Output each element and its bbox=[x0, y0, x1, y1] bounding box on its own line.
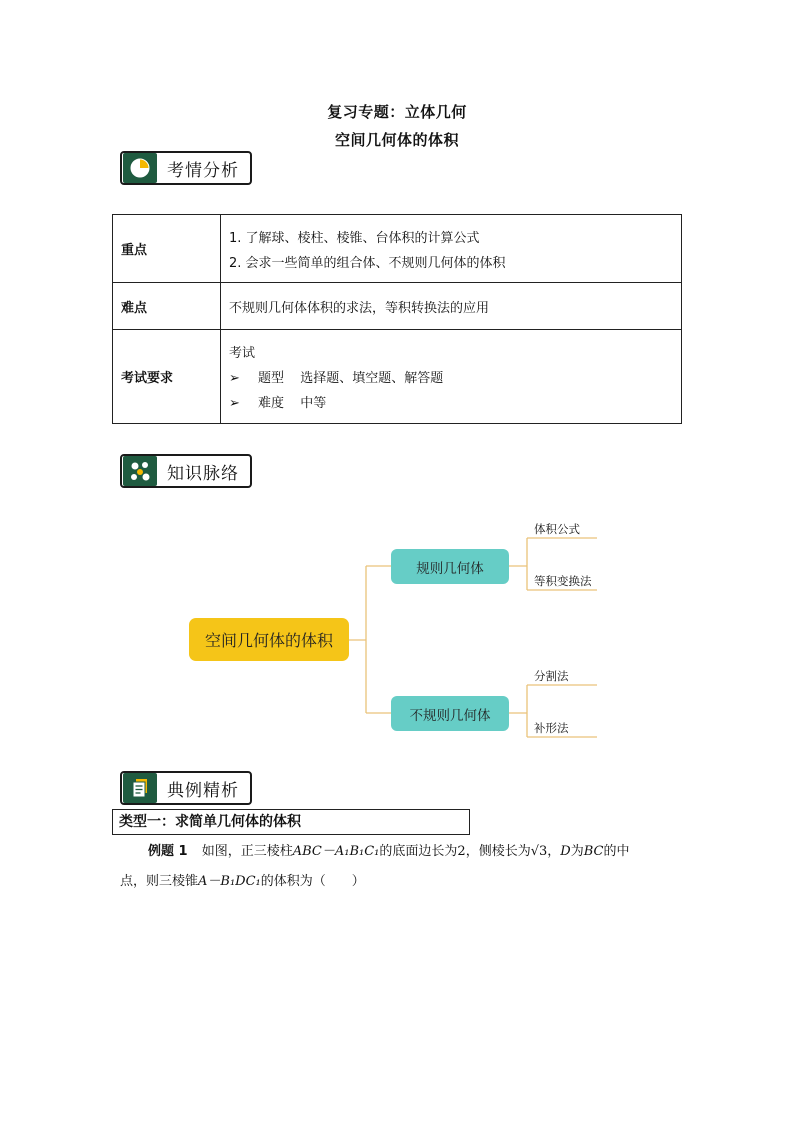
mindmap-branch-irregular: 不规则几何体 bbox=[391, 696, 509, 731]
key-line-2: 2. 会求一些简单的组合体、不规则几何体的体积 bbox=[229, 255, 506, 271]
key-label: 重点 bbox=[113, 215, 221, 283]
bullet-arrow-icon: ➢ bbox=[229, 371, 240, 386]
math-pyramid: A－B₁DC₁ bbox=[198, 874, 261, 889]
example-text: 的体积为（ ） bbox=[260, 874, 365, 889]
math-edge-bc: BC bbox=[583, 844, 604, 859]
document-icon bbox=[123, 773, 157, 803]
difficult-label: 难点 bbox=[113, 283, 221, 330]
example-text: 的中 bbox=[603, 844, 630, 859]
mindmap-leaf-volume-formula: 体积公式 bbox=[534, 522, 580, 536]
math-point-d: D bbox=[560, 844, 571, 859]
example-label: 例题 1 bbox=[148, 844, 188, 859]
math-prism: ABC－A₁B₁C₁ bbox=[292, 844, 380, 859]
example-text: 为 bbox=[570, 844, 584, 859]
example-text: 点，则三棱锥 bbox=[120, 874, 199, 889]
type-title: 类型一：求简单几何体的体积 bbox=[112, 809, 470, 835]
mindmap-leaf-complement: 补形法 bbox=[534, 721, 569, 735]
section-header-examples bbox=[120, 771, 252, 805]
math-base-length: 2 bbox=[457, 844, 466, 859]
bullet-arrow-icon: ➢ bbox=[229, 396, 240, 411]
example-text: ，侧棱长为 bbox=[465, 844, 531, 859]
document-title: 复习专题：立体几何 bbox=[327, 103, 467, 121]
mindmap-leaf-equal-volume: 等积变换法 bbox=[534, 574, 592, 588]
mindmap-branch-regular: 规则几何体 bbox=[391, 549, 509, 584]
exam-item-name: 难度 bbox=[258, 396, 285, 411]
mindmap-leaf-division: 分割法 bbox=[534, 669, 569, 683]
example-text: 的底面边长为 bbox=[379, 844, 458, 859]
section-label-examples: 典例精析 bbox=[167, 780, 239, 801]
section-label-knowledge: 知识脉络 bbox=[167, 463, 239, 484]
example-text: ， bbox=[547, 844, 561, 859]
exam-label: 考试要求 bbox=[113, 330, 221, 424]
exam-item-value: 中等 bbox=[300, 396, 327, 411]
difficult-content: 不规则几何体体积的求法，等积转换法的应用 bbox=[221, 283, 682, 330]
example-paragraph bbox=[120, 837, 690, 897]
math-lateral-length: √3 bbox=[530, 844, 548, 859]
example-text: 如图，正三棱柱 bbox=[201, 844, 293, 859]
exam-intro: 考试 bbox=[229, 346, 256, 361]
exam-item-value: 选择题、填空题、解答题 bbox=[300, 371, 444, 386]
mindmap-root: 空间几何体的体积 bbox=[189, 618, 349, 661]
key-line-1: 1. 了解球、棱柱、棱锥、台体积的计算公式 bbox=[229, 230, 480, 246]
exam-item-name: 题型 bbox=[258, 371, 285, 386]
document-subtitle: 空间几何体的体积 bbox=[334, 131, 459, 149]
section-label-analysis: 考情分析 bbox=[167, 160, 239, 181]
